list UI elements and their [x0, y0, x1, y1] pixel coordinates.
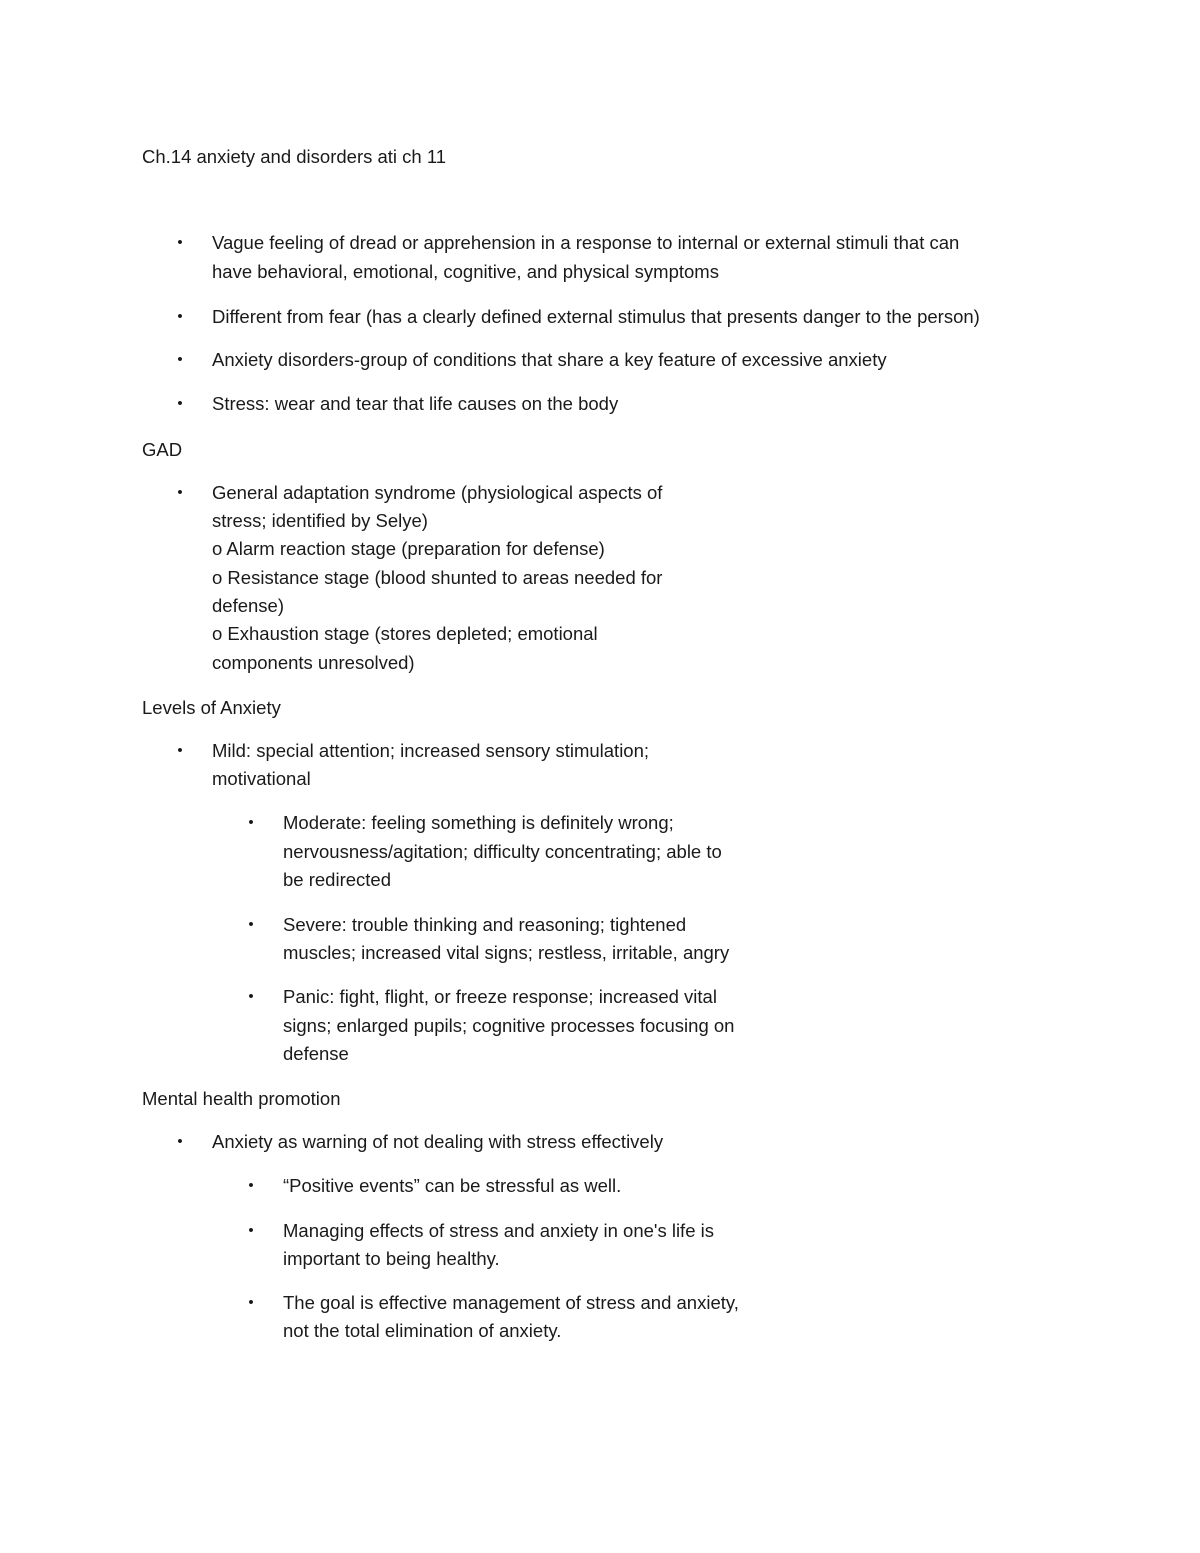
list-item-line: defense)	[212, 595, 284, 616]
list-item-line: stress; identified by Selye)	[212, 510, 428, 531]
bullet-icon	[176, 479, 184, 507]
list-item-line: o Exhaustion stage (stores depleted; emotional	[212, 623, 598, 644]
list-item-line: signs; enlarged pupils; cognitive processes focusing on	[283, 1015, 735, 1036]
list-item-line: Anxiety as warning of not dealing with stress effectively	[212, 1131, 664, 1152]
list-item-line: important to being healthy.	[283, 1248, 500, 1269]
bullet-icon	[176, 303, 184, 331]
list-item-line: Vague feeling of dread or apprehension in a response to internal or external stimuli that can	[212, 232, 960, 253]
section-heading-levels: Levels of Anxiety	[142, 697, 281, 718]
list-item-line: have behavioral, emotional, cognitive, and physical symptoms	[212, 261, 719, 282]
bullet-icon	[176, 346, 184, 374]
list-item-line: Severe: trouble thinking and reasoning; tightened	[283, 914, 687, 935]
list-item-line: Mild: special attention; increased sensory stimulation;	[212, 740, 650, 761]
list-item-line: The goal is effective management of stress and anxiety,	[283, 1292, 739, 1313]
bullet-icon	[176, 229, 184, 257]
section-heading-promotion: Mental health promotion	[142, 1088, 341, 1109]
list-item-line: o Alarm reaction stage (preparation for defense)	[212, 538, 605, 559]
bullet-icon	[247, 911, 255, 939]
bullet-icon	[176, 737, 184, 765]
bullet-icon	[247, 983, 255, 1011]
section-heading-gad: GAD	[142, 439, 183, 460]
list-item-line: be redirected	[283, 869, 391, 890]
list-item-line: Moderate: feeling something is definitely wrong;	[283, 812, 674, 833]
bullet-icon	[176, 1128, 184, 1156]
bullet-icon	[247, 1289, 255, 1317]
list-item-line: Different from fear (has a clearly defined external stimulus that presents danger to the person)	[212, 306, 980, 327]
list-item-line: Anxiety disorders-group of conditions that share a key feature of excessive anxiety	[212, 349, 887, 370]
bullet-icon	[247, 1172, 255, 1200]
list-item-line: defense	[283, 1043, 349, 1064]
list-item-line: muscles; increased vital signs; restless, irritable, angry	[283, 942, 730, 963]
list-item-line: Panic: fight, flight, or freeze response; increased vital	[283, 986, 717, 1007]
list-item-line: components unresolved)	[212, 652, 415, 673]
list-item-line: not the total elimination of anxiety.	[283, 1320, 562, 1341]
bullet-icon	[247, 809, 255, 837]
page-title: Ch.14 anxiety and disorders ati ch 11	[142, 146, 447, 167]
list-item-line: nervousness/agitation; difficulty concentrating; able to	[283, 841, 722, 862]
bullet-icon	[247, 1217, 255, 1245]
list-item-line: Stress: wear and tear that life causes on the body	[212, 393, 619, 414]
list-item-line: General adaptation syndrome (physiological aspects of	[212, 482, 663, 503]
list-item-line: o Resistance stage (blood shunted to areas needed for	[212, 567, 663, 588]
bullet-icon	[176, 390, 184, 418]
list-item-line: motivational	[212, 768, 311, 789]
list-item-line: “Positive events” can be stressful as well.	[283, 1175, 622, 1196]
list-item-line: Managing effects of stress and anxiety in one's life is	[283, 1220, 714, 1241]
